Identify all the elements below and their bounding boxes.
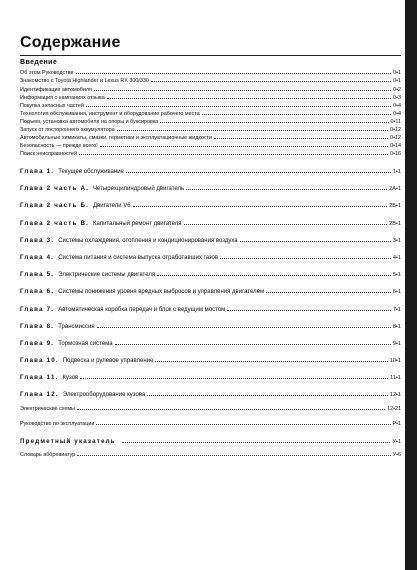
electrical-schemes-row[interactable] bbox=[20, 404, 401, 413]
dot-leader bbox=[266, 287, 391, 294]
toc-chapter-prefix: Глава 2 часть А. bbox=[20, 185, 90, 193]
dot-leader bbox=[147, 390, 387, 397]
toc-page-number: 0•3 bbox=[393, 94, 401, 101]
toc-entry-label: Система питания и система выпуска отработавших газов bbox=[58, 254, 219, 261]
toc-entry[interactable] bbox=[20, 141, 401, 149]
toc-chapter-prefix: Глава 4. bbox=[20, 253, 55, 261]
toc-entry-label: Автоматическая коробка передач и блок с ведущим мостом bbox=[58, 306, 226, 313]
dot-leader bbox=[220, 252, 391, 259]
toc-entry-label: Запуск от постороннего аккумулятора bbox=[20, 127, 115, 134]
dot-leader bbox=[133, 201, 388, 208]
toc-entry-label: Руководство по эксплуатации bbox=[20, 420, 95, 427]
toc-entry-label: Об этом Руководстве bbox=[20, 70, 74, 77]
toc-entry-label: Тормозная система bbox=[58, 340, 113, 347]
dot-leader bbox=[80, 372, 388, 379]
toc-entry-label: Кузов bbox=[62, 375, 79, 382]
toc-chapter-entry[interactable] bbox=[20, 180, 401, 197]
toc-entry[interactable] bbox=[20, 92, 401, 100]
toc-page-number: 9•1 bbox=[392, 340, 401, 347]
dot-leader bbox=[227, 304, 391, 311]
toc-entry-label: Покупка запасных частей bbox=[20, 102, 84, 109]
dot-leader bbox=[155, 355, 387, 362]
toc-entry-label: Подъем, установка автомобиля на опоры и буксировка bbox=[20, 118, 159, 125]
toc-entry-label: Поиск неисправностей bbox=[20, 151, 77, 158]
dot-leader bbox=[107, 92, 391, 98]
dot-leader bbox=[184, 218, 388, 225]
page-title: Содержание bbox=[20, 34, 121, 51]
toc-entry-label: Электрические системы двигателя bbox=[58, 272, 156, 279]
toc-entry[interactable] bbox=[20, 125, 401, 133]
dot-leader bbox=[76, 68, 392, 74]
toc-page-number: 0•4 bbox=[393, 102, 401, 109]
toc-entry[interactable] bbox=[20, 108, 401, 116]
toc-page-number: 0•2 bbox=[393, 86, 401, 93]
toc-entry-label: Электрооборудование кузова bbox=[62, 392, 146, 399]
toc-page-number: 0•12 bbox=[390, 135, 401, 142]
toc-chapter-prefix: Глава 3. bbox=[20, 236, 55, 244]
intro-list bbox=[20, 68, 401, 157]
toc-entry-label: Капитальный ремонт двигателя bbox=[93, 220, 182, 227]
dot-leader bbox=[77, 404, 385, 410]
toc-chapter-entry[interactable] bbox=[20, 163, 401, 180]
dot-leader bbox=[126, 166, 391, 173]
dot-leader bbox=[117, 125, 388, 131]
toc-page-number: 2А•1 bbox=[389, 186, 401, 193]
dot-leader bbox=[100, 141, 388, 147]
title-divider bbox=[20, 55, 401, 56]
toc-page-number: 10•1 bbox=[389, 358, 401, 365]
toc-chapter-entry[interactable] bbox=[20, 369, 401, 386]
toc-entry-label: Двигатели V6 bbox=[93, 203, 131, 210]
toc-chapter-prefix: Глава 6. bbox=[20, 288, 55, 296]
toc-page-number: 0•1 bbox=[393, 70, 401, 77]
toc-chapter-entry[interactable] bbox=[20, 335, 401, 352]
toc-entry[interactable] bbox=[20, 68, 401, 76]
toc-entry[interactable] bbox=[20, 100, 401, 108]
toc-entry[interactable] bbox=[20, 117, 401, 125]
toc-entry-label: Идентификация автомобиля bbox=[20, 86, 92, 93]
toc-entry-label: Четырехцилиндровый двигатель bbox=[93, 186, 185, 193]
toc-page-number: 12•1 bbox=[389, 392, 401, 399]
toc-page-number: 8•1 bbox=[392, 323, 401, 330]
toc-entry-label: Текущее обслуживание bbox=[58, 169, 124, 176]
dot-leader bbox=[202, 108, 391, 114]
toc-chapter-prefix: Глава 11. bbox=[20, 374, 59, 382]
toc-chapter-prefix: Предметный указатель bbox=[20, 437, 116, 445]
toc-entry-label: Системы охлаждения, отопления и кондиционирования воздуха bbox=[58, 237, 238, 244]
toc-entry-label: Электрические схемы bbox=[20, 406, 76, 413]
toc-entry-label: Технология обслуживания, инструмент и оборудование рабочего места bbox=[20, 110, 200, 117]
toc-entry-label: Информация о кампаниях отзыва bbox=[20, 94, 105, 101]
toc-chapter-entry[interactable] bbox=[20, 283, 401, 300]
toc-chapter-prefix: Глава 12. bbox=[20, 391, 59, 399]
toc-entry[interactable] bbox=[20, 76, 401, 84]
dot-leader bbox=[160, 117, 388, 123]
operation-guide-row[interactable] bbox=[20, 418, 401, 427]
dot-leader bbox=[79, 149, 388, 155]
toc-entry-label: Безопасность — прежде всего! bbox=[20, 143, 98, 150]
toc-chapter-prefix: Глава 5. bbox=[20, 271, 55, 279]
dot-leader bbox=[151, 76, 391, 82]
toc-page-number: 0•12 bbox=[390, 127, 401, 134]
toc-page-number: 3•1 bbox=[392, 237, 401, 244]
toc-chapter-entry[interactable] bbox=[20, 232, 401, 249]
toc-chapter-prefix: Глава 7. bbox=[20, 305, 55, 313]
toc-chapter-prefix: Глава 10. bbox=[20, 357, 59, 365]
toc-page-number: 0•11 bbox=[390, 118, 401, 125]
toc-entry[interactable] bbox=[20, 84, 401, 92]
toc-chapter-prefix: Глава 1. bbox=[20, 168, 55, 176]
toc-entry[interactable] bbox=[20, 133, 401, 141]
toc-chapter-entry[interactable] bbox=[20, 352, 401, 369]
dot-leader bbox=[214, 133, 388, 139]
dot-leader bbox=[115, 338, 391, 345]
dot-leader bbox=[86, 100, 391, 106]
toc-page-number: 0•14 bbox=[390, 143, 401, 150]
toc-page-number: У•1 bbox=[392, 438, 401, 445]
toc-page-number: 4•1 bbox=[392, 254, 401, 261]
toc-page-number: 2Б•1 bbox=[389, 203, 401, 210]
toc-page-number: 2В•1 bbox=[389, 220, 401, 227]
toc-entry-label: Подвеска и рулевое управление bbox=[62, 358, 154, 365]
toc-chapter-entry[interactable] bbox=[20, 386, 401, 403]
toc-chapter-prefix: Глава 8. bbox=[20, 322, 55, 330]
index-row[interactable] bbox=[20, 433, 401, 450]
toc-chapter-prefix: Глава 9. bbox=[20, 339, 55, 347]
toc-page-number: 1•1 bbox=[392, 169, 401, 176]
chapter-list bbox=[20, 163, 401, 404]
dot-leader bbox=[97, 321, 391, 328]
toc-page-number: 12•21 bbox=[387, 406, 401, 413]
toc-page-number: 5•1 bbox=[392, 272, 401, 279]
toc-entry-label: Системы понижения уровня вредных выбросов и управления двигателем bbox=[58, 289, 265, 296]
toc-entry-label: Трансмиссия bbox=[58, 323, 95, 330]
abbrev-row[interactable] bbox=[20, 450, 401, 459]
toc-chapter-entry[interactable] bbox=[20, 249, 401, 266]
dot-leader bbox=[77, 450, 390, 456]
table-of-contents bbox=[20, 58, 401, 459]
page-edge-bar bbox=[405, 0, 417, 570]
toc-page-number: 7•1 bbox=[392, 306, 401, 313]
toc-page-number: У•6 bbox=[392, 452, 401, 459]
dot-leader bbox=[186, 183, 387, 190]
toc-chapter-prefix: Глава 2 часть Б. bbox=[20, 202, 90, 210]
dot-leader bbox=[96, 418, 390, 424]
toc-entry-label: Автомобильные химикаты, смазки, герметики и эксплуатационные жидкости bbox=[20, 135, 212, 142]
toc-page-number: 6•1 bbox=[392, 289, 401, 296]
toc-chapter-entry[interactable] bbox=[20, 301, 401, 318]
toc-chapter-entry[interactable] bbox=[20, 197, 401, 214]
toc-page-number: 11•1 bbox=[390, 375, 401, 382]
toc-page-number: 0•16 bbox=[390, 151, 401, 158]
toc-page-number: Р•1 bbox=[392, 420, 401, 427]
toc-chapter-prefix: Глава 2 часть В. bbox=[20, 219, 90, 227]
dot-leader bbox=[122, 436, 391, 443]
toc-page-number: 0•1 bbox=[393, 78, 401, 85]
intro-heading: Введение bbox=[20, 59, 58, 66]
dot-leader bbox=[94, 84, 391, 90]
toc-chapter-entry[interactable] bbox=[20, 266, 401, 283]
dot-leader bbox=[157, 269, 391, 276]
toc-entry-label: Словарь аббревиатур bbox=[20, 452, 76, 459]
toc-entry-label: Знакомство с Toyota Highlander и Lexus RX 300/330 bbox=[20, 78, 149, 85]
toc-chapter-entry[interactable] bbox=[20, 215, 401, 232]
dot-leader bbox=[240, 235, 391, 242]
toc-page-number: 0•4 bbox=[393, 110, 401, 117]
toc-chapter-entry[interactable] bbox=[20, 318, 401, 335]
